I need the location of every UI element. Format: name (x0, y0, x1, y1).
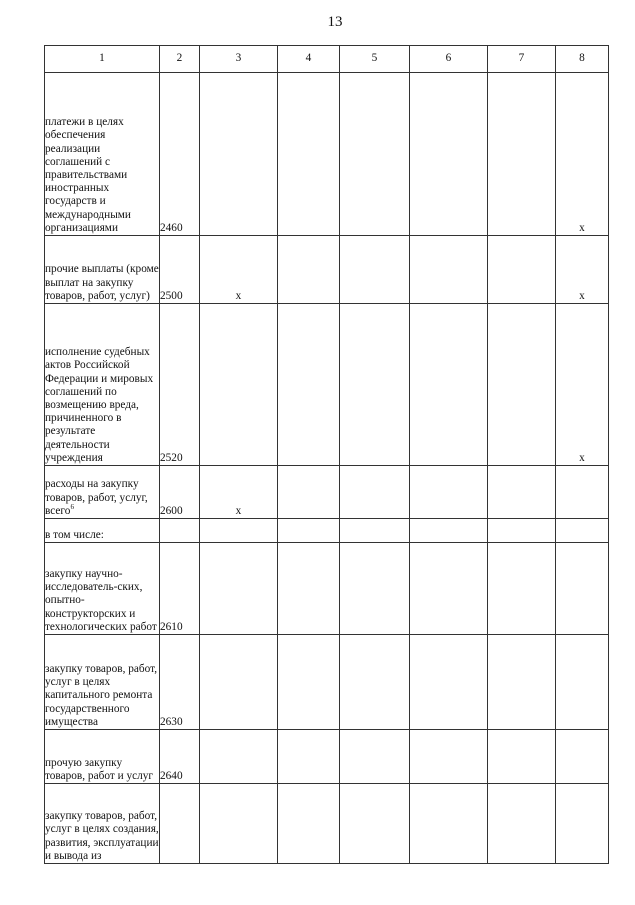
table-cell (488, 519, 556, 543)
table-cell (200, 543, 278, 635)
row-label-text: расходы на закупку товаров, работ, услуг, всего (45, 478, 148, 517)
table-cell (410, 635, 488, 730)
table-cell (200, 519, 278, 543)
table-cell (556, 635, 609, 730)
table-cell (488, 466, 556, 519)
table-cell (556, 519, 609, 543)
table-cell (200, 304, 278, 466)
table-row (45, 784, 609, 864)
table-cell (410, 784, 488, 864)
table-cell (340, 236, 410, 304)
table-cell: x (200, 466, 278, 519)
row-label: закупку научно-исследователь-ских, опытно-конструкторских и технологических работ (45, 543, 160, 635)
row-label (45, 466, 160, 519)
table-cell (278, 304, 340, 466)
row-label: прочую закупку товаров, работ и услуг (45, 730, 160, 784)
row-label: прочие выплаты (кроме выплат на закупку товаров, работ, услуг) (45, 236, 160, 304)
table-cell (488, 635, 556, 730)
budget-table (44, 45, 609, 864)
column-header: 6 (410, 46, 488, 73)
column-header: 1 (45, 46, 160, 73)
table-cell (278, 519, 340, 543)
table-cell (278, 730, 340, 784)
row-code: 2610 (160, 543, 200, 635)
table-cell (278, 73, 340, 236)
table-row (45, 73, 609, 236)
table-cell (556, 730, 609, 784)
table-row (45, 543, 609, 635)
table-cell (278, 784, 340, 864)
table-cell (200, 635, 278, 730)
table-row (45, 730, 609, 784)
row-label: платежи в целях обеспечения реализации соглашений с правительствами иностранных государств и международными организациями (45, 73, 160, 236)
table-cell (340, 73, 410, 236)
table-row (45, 236, 609, 304)
row-code: 2600 (160, 466, 200, 519)
table-row (45, 304, 609, 466)
table-cell: x (200, 236, 278, 304)
table-cell (410, 543, 488, 635)
table-row (45, 635, 609, 730)
table-cell (340, 784, 410, 864)
table-cell (340, 519, 410, 543)
table-cell (556, 466, 609, 519)
table-cell (488, 730, 556, 784)
table-cell (340, 304, 410, 466)
table-cell (556, 543, 609, 635)
row-code: 2630 (160, 635, 200, 730)
row-label: закупку товаров, работ, услуг в целях капитального ремонта государственного имущества (45, 635, 160, 730)
table-cell (410, 73, 488, 236)
table-cell (278, 635, 340, 730)
table-cell (200, 730, 278, 784)
table-cell (278, 236, 340, 304)
table-cell (410, 466, 488, 519)
table-cell: x (556, 304, 609, 466)
table-cell (488, 543, 556, 635)
table-cell (488, 784, 556, 864)
table-cell: x (556, 236, 609, 304)
row-label: исполнение судебных актов Российской Федерации и мировых соглашений по возмещению вреда, причиненного в результате деятельности учреждения (45, 304, 160, 466)
page-number: 13 (327, 14, 343, 30)
row-code: 2640 (160, 730, 200, 784)
table-cell (278, 466, 340, 519)
table-row (45, 519, 609, 543)
footnote-mark: 6 (70, 503, 74, 512)
column-header: 3 (200, 46, 278, 73)
row-code: 2460 (160, 73, 200, 236)
column-header: 8 (556, 46, 609, 73)
table-cell (340, 635, 410, 730)
table-cell (410, 236, 488, 304)
column-header: 4 (278, 46, 340, 73)
table-cell (488, 73, 556, 236)
table-cell (340, 466, 410, 519)
row-code (160, 784, 200, 864)
table-cell (278, 543, 340, 635)
header-row (45, 46, 609, 73)
row-label: закупку товаров, работ, услуг в целях создания, развития, эксплуатации и вывода из (45, 784, 160, 864)
table-cell: x (556, 73, 609, 236)
table-cell (488, 236, 556, 304)
table-cell (410, 304, 488, 466)
column-header: 2 (160, 46, 200, 73)
table-cell (488, 304, 556, 466)
row-code: 2500 (160, 236, 200, 304)
table-cell (200, 784, 278, 864)
table-cell (556, 784, 609, 864)
table-row (45, 466, 609, 519)
row-code: 2520 (160, 304, 200, 466)
table-cell (340, 543, 410, 635)
column-header: 7 (488, 46, 556, 73)
table-cell (200, 73, 278, 236)
row-code (160, 519, 200, 543)
row-label: в том числе: (45, 519, 160, 543)
column-header: 5 (340, 46, 410, 73)
table-cell (340, 730, 410, 784)
table-cell (410, 519, 488, 543)
table-cell (410, 730, 488, 784)
